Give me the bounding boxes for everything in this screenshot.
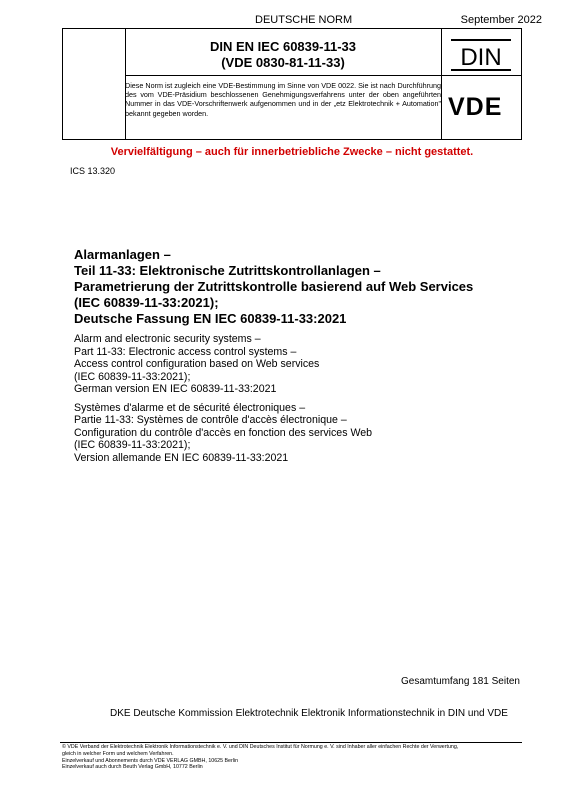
vde-note: Diese Norm ist zugleich eine VDE-Bestimmung im Sinne von VDE 0022. Sie ist nach Durchführung des vom VDE-Präsidium beschlossenen Genehmigungsverfahrens unter der oben angeführten Nummer in das VDE-Vorschriftenwerk aufgenommen und in der „etz Elektrotechnik + Automation" bekannt gegeben worden. bbox=[125, 81, 441, 118]
copyright-line: Einzelverkauf auch durch Beuth Verlag GmbH, 10772 Berlin bbox=[62, 764, 203, 771]
title-line: Part 11-33: Electronic access control systems – bbox=[74, 345, 297, 358]
title-line: Version allemande EN IEC 60839-11-33:2021 bbox=[74, 451, 289, 464]
header-row-divider bbox=[125, 75, 521, 76]
standard-number: DIN EN IEC 60839-11-33 bbox=[210, 39, 356, 54]
din-logo bbox=[451, 37, 511, 73]
title-line: Parametrierung der Zutrittskontrolle basierend auf Web Services bbox=[74, 279, 474, 294]
title-line: Configuration du contrôle d'accès en fonction des services Web bbox=[74, 426, 373, 439]
title-line: German version EN IEC 60839-11-33:2021 bbox=[74, 383, 277, 395]
committee-name: DKE Deutsche Kommission Elektrotechnik Elektronik Informationstechnik in DIN und VDE bbox=[110, 708, 508, 719]
norm-type-label: DEUTSCHE NORM bbox=[255, 14, 353, 26]
vde-number: (VDE 0830-81-11-33) bbox=[221, 55, 345, 70]
title-german bbox=[74, 247, 514, 327]
footer-divider bbox=[60, 742, 522, 743]
title-line: (IEC 60839-11-33:2021); bbox=[74, 439, 191, 451]
title-line: Deutsche Fassung EN IEC 60839-11-33:2021 bbox=[74, 311, 347, 326]
standard-number-block bbox=[125, 39, 441, 71]
copy-warning: Vervielfältigung – auch für innerbetriebliche Zwecke – nicht gestattet. bbox=[110, 146, 474, 158]
title-line: Access control configuration based on Web services bbox=[74, 358, 320, 370]
vde-logo: VDE bbox=[448, 93, 503, 121]
title-line: Teil 11-33: Elektronische Zutrittskontrollanlagen – bbox=[74, 263, 381, 278]
copyright-line: Einzelverkauf und Abonnements durch VDE VERLAG GMBH, 10625 Berlin bbox=[62, 757, 239, 764]
title-line: Alarmanlagen – bbox=[74, 247, 171, 262]
din-logo-text: DIN bbox=[460, 44, 502, 71]
title-line: (IEC 60839-11-33:2021); bbox=[74, 295, 219, 310]
copyright-notice bbox=[62, 744, 532, 771]
copyright-line: © VDE Verband der Elektrotechnik Elektronik Informationstechnik e. V. und DIN Deutsches Institut für Normung e. V. sind Inhaber aller einfachen Rechte der Verwertung, bbox=[62, 744, 459, 750]
title-line: Systèmes d'alarme et de sécurité électroniques – bbox=[74, 401, 306, 414]
publication-date: September 2022 bbox=[460, 14, 542, 26]
title-french bbox=[74, 402, 514, 465]
title-line: (IEC 60839-11-33:2021); bbox=[74, 370, 191, 383]
standard-header-box bbox=[62, 28, 522, 140]
copyright-line: gleich in welcher Form und welchem Verfahren. bbox=[62, 750, 174, 757]
ics-code: ICS 13.320 bbox=[70, 166, 116, 176]
total-pages: Gesamtumfang 181 Seiten bbox=[401, 676, 520, 687]
logo-column-divider bbox=[441, 29, 442, 139]
title-block bbox=[74, 247, 514, 464]
title-line: Alarm and electronic security systems – bbox=[74, 333, 261, 345]
title-line: Partie 11-33: Systèmes de contrôle d'accès électronique – bbox=[74, 414, 347, 426]
title-english bbox=[74, 333, 514, 396]
